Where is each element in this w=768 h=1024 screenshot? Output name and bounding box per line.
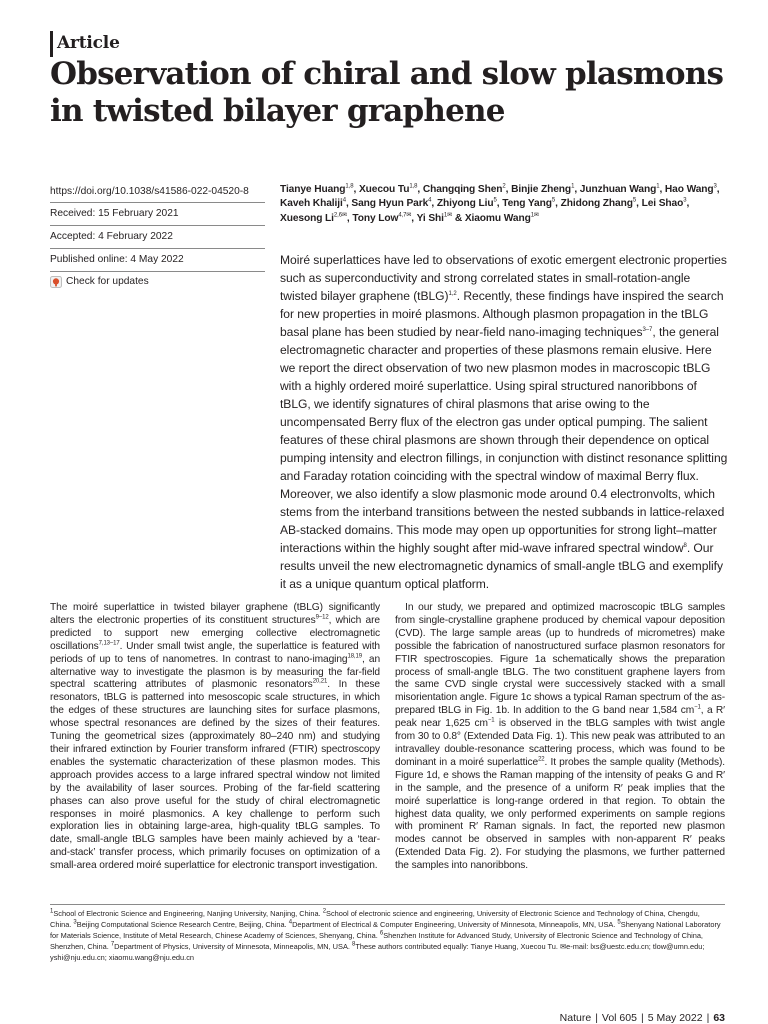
author-name[interactable]: Tianye Huang	[280, 184, 346, 195]
page-number: 63	[713, 1012, 725, 1024]
affiliations-footnote: $^1$School of Electronic Science and Engineering, Nanjing University, Nanjing, China. $^2$School of electronic science and engineering, University of Electronic Science and Technology of China, Chengdu, China. $^3$Beijing Computational Science Research Centre, Beijing, China. $^4$Department of Electrical & Computer Engineering, University of Minnesota, Minneapolis, MN, USA. $^5$Shenyang National Laboratory for Materials Science, Institute of Metal Research, Chinese Academy of Sciences, Shenyang, China. $^6$Shenzhen Institute for Advanced Study, University of Electronic Science and Technology of China, Shenzhen, China. $^7$Department of Physics, University of Minnesota, Minneapolis, MN, USA. $^8$These authors contributed equally: Tianye Huang, Xuecou Tu. ✉e-mail: lxs@uestc.edu.cn; tlow@umn.edu; yshi@nju.edu.cn; xiaomu.wang@nju.edu.cn	[50, 908, 721, 963]
article-type-bar	[50, 31, 53, 57]
author-list: Tianye Huang$^{1,8}$, Xuecou Tu$^{1,8}$, Changqing Shen$^2$, Binjie Zheng$^1$, Junzhuan Wang$^1$, Hao Wang$^3$, Kaveh Khaliji$^4$, Sang Hyun Park$^4$, Zhiyong Liu$^5$, Teng Yang$^5$, Zhidong Zhang$^5$, Lei Shao$^3$, Xuesong $Li^{2,6✉}$, Tony Low$^{4,7✉}$, Yi Shi$^{1✉}$ & Xiaomu Wang$^{1✉}$	[280, 183, 720, 224]
author-affiliation: 5	[632, 197, 637, 204]
journal-name: Nature	[559, 1012, 592, 1024]
author-name[interactable]: Yi Shi	[416, 212, 444, 224]
author-affiliation: 4	[428, 197, 432, 204]
check-for-updates-button[interactable]	[50, 272, 265, 294]
author-affiliation: 4,7✉	[398, 212, 412, 219]
author-affiliation: 1,8	[345, 183, 354, 190]
author-name[interactable]: Xuesong Li	[280, 212, 334, 224]
body-column-left: The moiré superlattice in twisted bilayer graphene (tBLG) significantly alters the electronic properties of its constituent structures$^{9-12}$, which are predicted to support new emerging collective electromagnetic oscillations$^{7,13-17}$. Under small twist angle, the superlattice is featured with periods of up to tens of nanometres. In contrast to nano-imaging$^{18,19}$, an alternative way to investigate the plasmon is by measuring the far-field spectral scattering attributes of plasmonic resonators$^{20,21}$. In these resonators, tBLG is patterned into mesoscopic scale structures, in which the edges of these structures are launching sites for surface plasmons, whose spectral resonances are defined by the sizes of their features. Tuning the geometrical sizes (approximately 80–240 nm) and studying their infrared extinction by Fourier transform infrared (FTIR) spectroscopy enables the systematic characterization of these plasmon modes. This approach provides access to a large infrared spectral window not limited by the availability of laser sources. Probing of the far-field scattering phases can also prove useful for the study of chiral electromagnetic responses in moiré plasmonics. A key challenge to perform such exploration lies in obtaining large-area, high-quality tBLG samples. To date, small-angle tBLG samples have been mainly achieved by a ‘tear-and-stack’ transfer process, which primarily focuses on optimization of a small-area ordered moiré superlattice for electronic transport investigation.	[50, 602, 381, 872]
accepted-date: Accepted: 4 February 2022	[50, 226, 265, 249]
author-affiliation: 1✉	[530, 212, 539, 219]
page-footer: Nature | Vol 605 | 5 May 2022 | 63	[559, 1012, 725, 1024]
author-name[interactable]: Junzhuan Wang	[579, 184, 657, 195]
author-name[interactable]: Kaveh Khaliji	[280, 198, 343, 210]
author-name[interactable]: Binjie Zheng	[511, 184, 572, 195]
author-affiliation: 1	[571, 183, 575, 190]
article-metadata	[50, 183, 265, 294]
author-affiliation: 1	[656, 183, 660, 190]
main-text	[50, 602, 725, 873]
author-affiliation: 4	[342, 197, 346, 204]
author-name[interactable]: Changqing Shen	[422, 184, 503, 195]
check-updates-label: Check for updates	[66, 276, 149, 287]
body-column-right: In our study, we prepared and optimized macroscopic tBLG samples from single-crystalline graphene produced by chemical vapour deposition (CVD). The large sample areas (up to hundreds of micrometres) make possible the fabrication of nanostructured surface plasmon resonators for FTIR spectroscopies. Figure 1a schematically shows the preparation process of small-angle tBLG. The two constituent graphene layers from the same CVD single crystal were successively stacked with a small misorientation angle. Figure 1c shows a typical Raman spectrum of the as-prepared tBLG in Fig. 1b. In addition to the G band near 1,584 $cm^{-1}$, a R′ peak near 1,625 $cm^{-1}$ is observed in the tBLG samples with twist angle from 30 to 0.8° (Extended Data Fig. 1). This new peak was attributed to an intravalley double-resonance scattering process, which was found to be dominant in a moiré superlattice$^{22}$. It probes the sample quality (Methods). Figure 1d, e shows the Raman mapping of the intensity of peaks G and R′ in the sample, and the presence of a uniform R′ peak implies that the moiré superlattice is long-range ordered in that region. To obtain the highest data quality, we only performed experiments on sample regions with prominent R′ Raman signals. In fact, the reported new plasmon modes cannot be observed in samples with non-apparent R′ peaks (Extended Data Fig. 2). For studying the plasmons, we further patterned the samples into nanoribbons.	[395, 602, 726, 872]
journal-volume: Vol 605	[601, 1012, 637, 1024]
author-name[interactable]: Hao Wang	[664, 184, 714, 195]
author-name[interactable]: Zhidong Zhang	[560, 198, 633, 210]
footnote-divider	[50, 904, 725, 905]
author-name[interactable]: Teng Yang	[502, 198, 552, 210]
article-title: Observation of chiral and slow plasmons in twisted bilayer graphene	[50, 56, 724, 129]
author-affiliation: 5	[493, 197, 497, 204]
author-affiliation: 1✉	[443, 212, 453, 219]
email-addresses[interactable]: lxs@uestc.edu.cn; tlow@umn.edu; yshi@nju.edu.cn; xiaomu.wang@nju.edu.cn	[50, 942, 705, 963]
author-affiliation: 2,6✉	[333, 212, 347, 219]
author-conjunction: &	[454, 212, 463, 224]
issue-date: 5 May 2022	[647, 1012, 703, 1024]
author-name[interactable]: Xuecou Tu	[358, 184, 410, 195]
author-affiliation: 3	[713, 183, 717, 190]
author-affiliation: 5	[551, 197, 556, 204]
author-affiliation: 2	[502, 183, 506, 190]
article-type-label: Article	[57, 33, 120, 53]
author-name[interactable]: Zhiyong Liu	[436, 198, 494, 210]
author-name[interactable]: Xiaomu Wang	[464, 212, 531, 224]
author-affiliation: 1,8	[409, 183, 418, 190]
doi-link[interactable]: https://doi.org/10.1038/s41586-022-04520-8	[50, 183, 265, 203]
author-name[interactable]: Lei Shao	[641, 198, 684, 210]
author-affiliation: 3	[683, 197, 687, 204]
check-updates-icon	[50, 276, 62, 288]
author-name[interactable]: Sang Hyun Park	[351, 198, 429, 210]
abstract: Moiré superlattices have led to observations of exotic emergent electronic properties such as superconductivity and strong correlated states in small-rotation-angle twisted bilayer graphene (tBLG)$^{1,2}$. Recently, these findings have inspired the search for new properties in moiré plasmons. Although plasmon propagation in the tBLG basal plane has been studied by near-field nano-imaging techniques$^{3-7}$, the general electromagnetic character and properties of these plasmons remain elusive. Here we report the direct observation of two new plasmon modes in macroscopic tBLG with a highly ordered moiré superlattice. Using spiral structured nanoribbons of tBLG, we identify signatures of chiral plasmons that arise owing to the uncompensated Berry flux of the electron gas under optical pumping. The salient features of these chiral plasmons are shown through their dependence on optical pumping intensity and electron fillings, in conjunction with distinct resonance splitting and Faraday rotation coinciding with the spectral window of maximal Berry flux. Moreover, we also identify a slow plasmonic mode around 0.4 electronvolts, which stems from the interband transitions between the nested subbands in lattice-relaxed AB-stacked domains. This mode may open up opportunities for strong light–matter interactions within the highly sought after mid-wave infrared spectral window$^8$. Our results unveil the new electromagnetic dynamics of small-angle tBLG and exemplify it as a unique quantum optical platform.	[280, 253, 728, 591]
received-date: Received: 15 February 2021	[50, 203, 265, 226]
author-name[interactable]: Tony Low	[352, 212, 399, 224]
published-date: Published online: 4 May 2022	[50, 249, 265, 272]
